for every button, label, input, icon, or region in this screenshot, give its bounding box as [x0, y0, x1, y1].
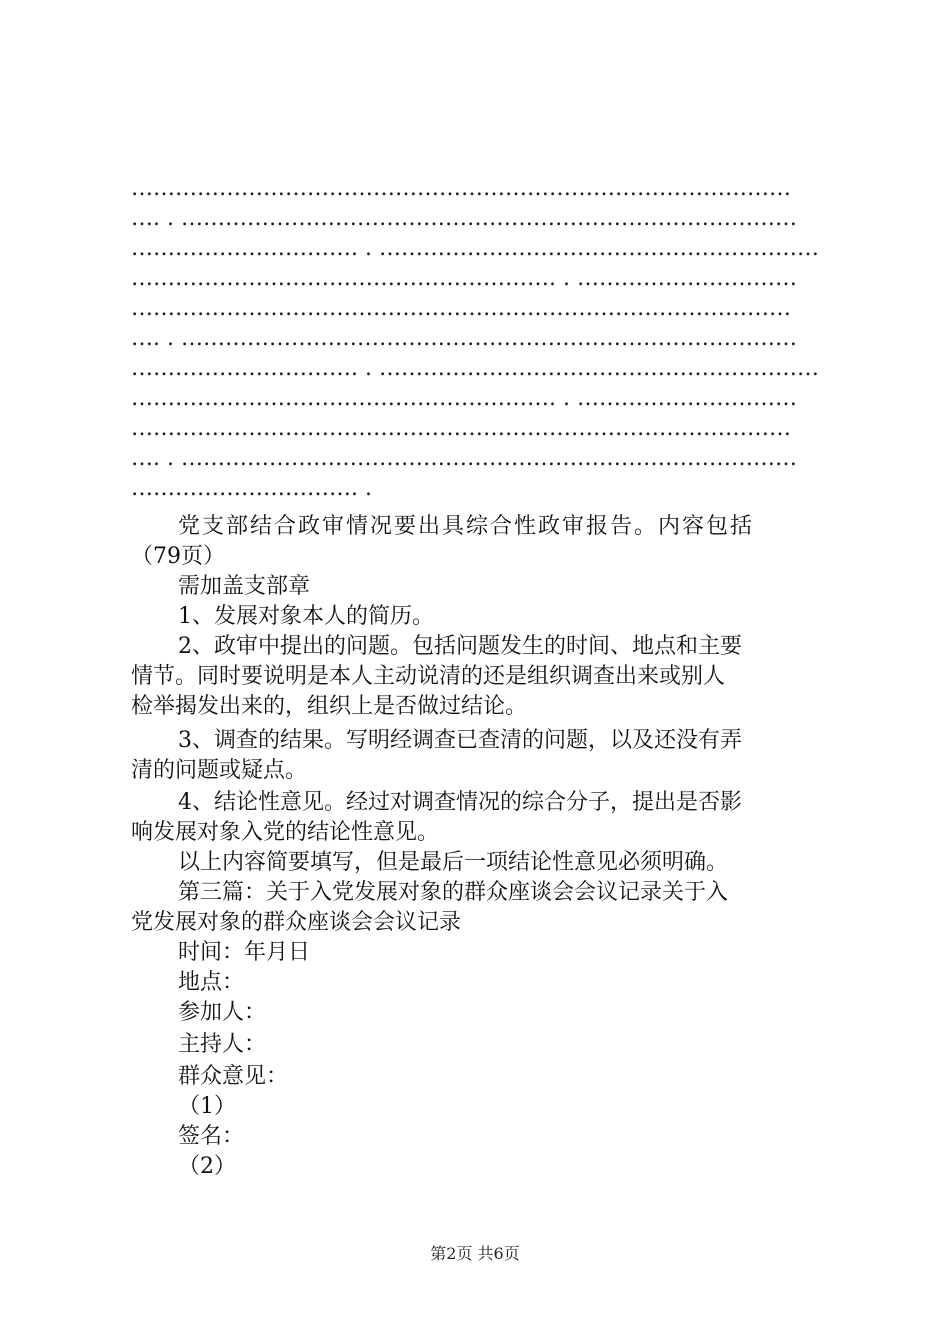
field-attendees: 参加人： [178, 1000, 267, 1025]
section-heading: 第三篇：关于入党发展对象的群众座谈会会议记录关于入 [178, 880, 729, 905]
section-heading-cont: 党发展对象的群众座谈会会议记录 [131, 910, 462, 935]
dot-leader-line: …. . ………………………………………………………………………… [131, 326, 797, 351]
opinion-item-2: （2） [178, 1154, 236, 1179]
dot-leader-line: …………………………. . …………………………………………………… [131, 356, 819, 381]
paragraph-seal-note: 需加盖支部章 [178, 574, 311, 599]
dot-leader-line: ……………………………………………………………………………… [131, 416, 791, 441]
opinion-item-1: （1） [178, 1094, 236, 1119]
list-item-3: 3、调查的结果。写明经调查已查清的问题，以及还没有弄 [178, 728, 742, 753]
paragraph-fill-note: 以上内容简要填写，但是最后一项结论性意见必须明确。 [178, 850, 729, 875]
list-item-4-cont: 响发展对象入党的结论性意见。 [131, 820, 440, 845]
field-opinions: 群众意见： [178, 1064, 289, 1089]
dot-leader-line: …. . ………………………………………………………………………… [131, 206, 797, 231]
paragraph-report-intro-cont: （79页） [131, 544, 225, 569]
list-item-2-cont: 情节。同时要说明是本人主动说清的还是组织调查出来或别人 [131, 664, 726, 689]
list-item-1: 1、发展对象本人的简历。 [178, 604, 434, 629]
field-host: 主持人： [178, 1032, 267, 1057]
field-signature: 签名： [178, 1124, 245, 1149]
dot-leader-line: ……………………………………………………………………………… [131, 296, 791, 321]
list-item-2: 2、政审中提出的问题。包括问题发生的时间、地点和主要 [178, 634, 742, 659]
dot-leader-line: …………………………. . …………………………………………………… [131, 236, 819, 261]
list-item-2-cont: 检举揭发出来的，组织上是否做过结论。 [131, 694, 528, 719]
list-item-3-cont: 清的问题或疑点。 [131, 758, 308, 783]
field-place: 地点： [178, 970, 245, 995]
dot-leader-line: …. . ………………………………………………………………………… [131, 446, 797, 471]
field-time: 时间：年月日 [178, 940, 311, 965]
dot-leader-line: …………………………………………………. . ………………………… [131, 266, 797, 291]
paragraph-report-intro: 党支部结合政审情况要出具综合性政审报告。内容包括 [178, 514, 755, 539]
page-footer: 第2页 共6页 [430, 1244, 520, 1263]
dot-leader-line: …………………………………………………. . ………………………… [131, 386, 797, 411]
list-item-4: 4、结论性意见。经过对调查情况的综合分子，提出是否影 [178, 790, 742, 815]
dot-leader-line: …………………………. . [131, 476, 372, 501]
dot-leader-line: ……………………………………………………………………………… [131, 176, 791, 201]
